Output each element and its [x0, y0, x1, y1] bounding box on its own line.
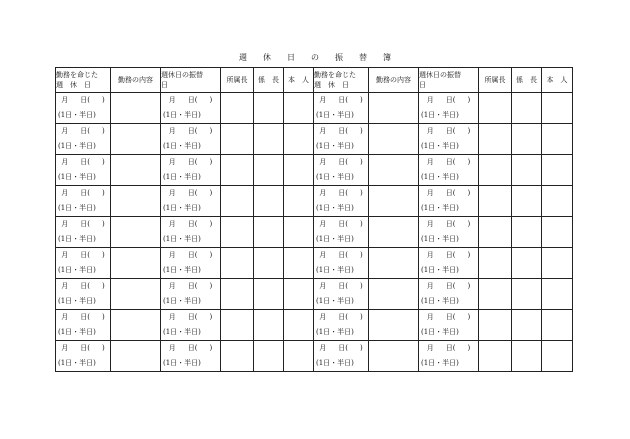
manager-seal-cell[interactable]: [479, 124, 512, 155]
self-seal-cell[interactable]: [284, 341, 314, 372]
date-cell[interactable]: [161, 217, 221, 248]
manager-seal-cell[interactable]: [479, 248, 512, 279]
header-transfer-date: [161, 68, 221, 93]
date-cell[interactable]: [314, 93, 369, 124]
header-order-date: [56, 68, 111, 93]
paren-close: ): [467, 189, 471, 197]
self-seal-cell[interactable]: [284, 124, 314, 155]
date-cell[interactable]: [56, 279, 111, 310]
day-label: 日(: [445, 220, 456, 228]
content-cell[interactable]: [369, 155, 419, 186]
month-label: 月: [168, 313, 176, 321]
header-text: 日: [419, 81, 426, 89]
header-manager: 所属長: [479, 68, 512, 93]
manager-seal-cell[interactable]: [221, 341, 254, 372]
manager-seal-cell[interactable]: [221, 186, 254, 217]
header-text: 週休日の振替: [419, 71, 461, 79]
period-label: (1日・半日): [58, 235, 96, 243]
manager-seal-cell[interactable]: [221, 217, 254, 248]
paren-close: ): [360, 313, 363, 321]
day-label: 日(: [187, 251, 198, 259]
manager-seal-cell[interactable]: [479, 310, 512, 341]
date-cell[interactable]: [419, 155, 479, 186]
manager-seal-cell[interactable]: [479, 217, 512, 248]
chief-seal-cell[interactable]: [512, 279, 542, 310]
day-label: 日(: [338, 220, 348, 228]
content-cell[interactable]: [369, 93, 419, 124]
date-cell[interactable]: [314, 310, 369, 341]
period-label: (1日・半日): [163, 204, 201, 212]
title-char: 振: [335, 53, 343, 62]
day-label: 日(: [80, 96, 90, 104]
day-label: 日(: [187, 127, 198, 135]
paren-close: ): [102, 96, 105, 104]
content-cell[interactable]: [369, 217, 419, 248]
chief-seal-cell[interactable]: [254, 217, 284, 248]
month-label: 月: [168, 127, 176, 135]
date-cell[interactable]: [419, 310, 479, 341]
date-cell[interactable]: [419, 279, 479, 310]
self-seal-cell[interactable]: [542, 186, 573, 217]
content-cell[interactable]: [111, 341, 161, 372]
self-seal-cell[interactable]: [542, 310, 573, 341]
date-cell[interactable]: [314, 186, 369, 217]
paren-close: ): [102, 251, 105, 259]
period-label: (1日・半日): [163, 173, 201, 181]
table-row: [56, 341, 573, 372]
date-cell[interactable]: [161, 248, 221, 279]
month-label: 月: [61, 313, 69, 321]
header-text: 週 休 日: [56, 81, 91, 89]
content-cell[interactable]: [111, 279, 161, 310]
table-row: [56, 310, 573, 341]
manager-seal-cell[interactable]: [221, 124, 254, 155]
paren-close: ): [360, 251, 363, 259]
content-cell[interactable]: [369, 310, 419, 341]
period-label: (1日・半日): [316, 142, 354, 150]
content-cell[interactable]: [369, 279, 419, 310]
chief-seal-cell[interactable]: [254, 341, 284, 372]
content-cell[interactable]: [369, 248, 419, 279]
period-label: (1日・半日): [316, 297, 354, 305]
period-label: (1日・半日): [58, 204, 96, 212]
paren-close: ): [467, 313, 471, 321]
date-cell[interactable]: [161, 279, 221, 310]
paren-close: ): [102, 282, 105, 290]
paren-close: ): [467, 158, 471, 166]
date-cell[interactable]: [56, 124, 111, 155]
period-label: (1日・半日): [421, 204, 459, 212]
date-cell[interactable]: [56, 248, 111, 279]
date-cell[interactable]: [314, 124, 369, 155]
header-row: [56, 68, 573, 93]
manager-seal-cell[interactable]: [221, 155, 254, 186]
day-label: 日(: [338, 344, 348, 352]
period-label: (1日・半日): [421, 235, 459, 243]
day-label: 日(: [80, 251, 90, 259]
date-cell[interactable]: [161, 310, 221, 341]
day-label: 日(: [445, 313, 456, 321]
month-label: 月: [426, 220, 434, 228]
table-row: [56, 93, 573, 124]
manager-seal-cell[interactable]: [479, 93, 512, 124]
period-label: (1日・半日): [58, 328, 96, 336]
paren-close: ): [360, 220, 363, 228]
period-label: (1日・半日): [163, 266, 201, 274]
content-cell[interactable]: [369, 341, 419, 372]
date-cell[interactable]: [419, 217, 479, 248]
period-label: (1日・半日): [421, 173, 459, 181]
chief-seal-cell[interactable]: [512, 310, 542, 341]
paren-close: ): [209, 127, 213, 135]
header-order-date: [314, 68, 369, 93]
paren-close: ): [209, 96, 213, 104]
self-seal-cell[interactable]: [542, 124, 573, 155]
period-label: (1日・半日): [421, 359, 459, 367]
day-label: 日(: [445, 282, 456, 290]
date-cell[interactable]: [314, 248, 369, 279]
day-label: 日(: [80, 127, 90, 135]
day-label: 日(: [187, 158, 198, 166]
day-label: 日(: [338, 127, 348, 135]
month-label: 月: [319, 220, 327, 228]
date-cell[interactable]: [314, 341, 369, 372]
date-cell[interactable]: [161, 155, 221, 186]
self-seal-cell[interactable]: [542, 279, 573, 310]
date-cell[interactable]: [314, 217, 369, 248]
chief-seal-cell[interactable]: [512, 124, 542, 155]
month-label: 月: [426, 251, 434, 259]
paren-close: ): [209, 251, 213, 259]
day-label: 日(: [338, 313, 348, 321]
header-text: 勤務を命じた: [56, 71, 98, 79]
header-content: 勤務の内容: [369, 68, 419, 93]
date-cell[interactable]: [419, 124, 479, 155]
chief-seal-cell[interactable]: [254, 155, 284, 186]
month-label: 月: [319, 251, 327, 259]
month-label: 月: [319, 313, 327, 321]
period-label: (1日・半日): [58, 111, 96, 119]
day-label: 日(: [80, 344, 90, 352]
manager-seal-cell[interactable]: [479, 155, 512, 186]
table-row: [56, 155, 573, 186]
day-label: 日(: [445, 344, 456, 352]
day-label: 日(: [445, 127, 456, 135]
month-label: 月: [426, 158, 434, 166]
day-label: 日(: [338, 96, 348, 104]
content-cell[interactable]: [369, 124, 419, 155]
month-label: 月: [426, 189, 434, 197]
paren-close: ): [467, 96, 471, 104]
month-label: 月: [168, 282, 176, 290]
chief-seal-cell[interactable]: [254, 310, 284, 341]
date-cell[interactable]: [56, 341, 111, 372]
self-seal-cell[interactable]: [542, 155, 573, 186]
day-label: 日(: [187, 96, 198, 104]
period-label: (1日・半日): [316, 359, 354, 367]
month-label: 月: [426, 282, 434, 290]
content-cell[interactable]: [111, 93, 161, 124]
date-cell[interactable]: [419, 186, 479, 217]
paren-close: ): [102, 313, 105, 321]
month-label: 月: [168, 158, 176, 166]
month-label: 月: [61, 220, 69, 228]
date-cell[interactable]: [56, 186, 111, 217]
chief-seal-cell[interactable]: [254, 93, 284, 124]
title-char: 週: [239, 53, 247, 62]
month-label: 月: [168, 220, 176, 228]
month-label: 月: [426, 127, 434, 135]
header-text: 勤務を命じた: [314, 71, 356, 79]
date-cell[interactable]: [56, 93, 111, 124]
paren-close: ): [360, 344, 363, 352]
day-label: 日(: [80, 158, 90, 166]
manager-seal-cell[interactable]: [479, 279, 512, 310]
paren-close: ): [102, 220, 105, 228]
title-char: 替: [359, 53, 367, 62]
chief-seal-cell[interactable]: [254, 186, 284, 217]
day-label: 日(: [445, 96, 456, 104]
day-label: 日(: [80, 189, 90, 197]
period-label: (1日・半日): [58, 173, 96, 181]
content-cell[interactable]: [111, 155, 161, 186]
manager-seal-cell[interactable]: [221, 93, 254, 124]
month-label: 月: [319, 127, 327, 135]
paren-close: ): [209, 189, 213, 197]
title-char: 日: [287, 53, 295, 62]
document-title: [0, 52, 630, 63]
date-cell[interactable]: [56, 155, 111, 186]
paren-close: ): [467, 127, 471, 135]
day-label: 日(: [445, 189, 456, 197]
date-cell[interactable]: [56, 217, 111, 248]
manager-seal-cell[interactable]: [221, 248, 254, 279]
month-label: 月: [319, 282, 327, 290]
content-cell[interactable]: [111, 217, 161, 248]
day-label: 日(: [187, 344, 198, 352]
month-label: 月: [61, 282, 69, 290]
month-label: 月: [61, 158, 69, 166]
month-label: 月: [168, 189, 176, 197]
chief-seal-cell[interactable]: [254, 248, 284, 279]
period-label: (1日・半日): [163, 235, 201, 243]
day-label: 日(: [445, 251, 456, 259]
manager-seal-cell[interactable]: [221, 310, 254, 341]
paren-close: ): [360, 96, 363, 104]
period-label: (1日・半日): [316, 235, 354, 243]
period-label: (1日・半日): [421, 266, 459, 274]
period-label: (1日・半日): [316, 111, 354, 119]
header-text: 週 休 日: [314, 81, 349, 89]
day-label: 日(: [338, 189, 348, 197]
month-label: 月: [61, 189, 69, 197]
header-transfer-date: [419, 68, 479, 93]
header-text: 日: [161, 81, 168, 89]
day-label: 日(: [445, 158, 456, 166]
period-label: (1日・半日): [421, 142, 459, 150]
content-cell[interactable]: [111, 124, 161, 155]
manager-seal-cell[interactable]: [221, 279, 254, 310]
paren-close: ): [360, 158, 363, 166]
day-label: 日(: [338, 158, 348, 166]
period-label: (1日・半日): [316, 266, 354, 274]
day-label: 日(: [80, 220, 90, 228]
ledger-body: [56, 93, 573, 372]
month-label: 月: [61, 344, 69, 352]
title-char: の: [311, 53, 319, 62]
month-label: 月: [168, 96, 176, 104]
header-chief: 係 長: [254, 68, 284, 93]
header-text: 週休日の振替: [161, 71, 203, 79]
period-label: (1日・半日): [421, 328, 459, 336]
day-label: 日(: [187, 313, 198, 321]
self-seal-cell[interactable]: [542, 93, 573, 124]
paren-close: ): [360, 282, 363, 290]
month-label: 月: [319, 158, 327, 166]
month-label: 月: [61, 251, 69, 259]
period-label: (1日・半日): [163, 328, 201, 336]
self-seal-cell[interactable]: [542, 217, 573, 248]
day-label: 日(: [338, 282, 348, 290]
self-seal-cell[interactable]: [284, 310, 314, 341]
header-content: 勤務の内容: [111, 68, 161, 93]
month-label: 月: [168, 344, 176, 352]
month-label: 月: [168, 251, 176, 259]
period-label: (1日・半日): [316, 328, 354, 336]
table-row: [56, 124, 573, 155]
period-label: (1日・半日): [421, 111, 459, 119]
chief-seal-cell[interactable]: [512, 93, 542, 124]
date-cell[interactable]: [419, 341, 479, 372]
self-seal-cell[interactable]: [284, 93, 314, 124]
manager-seal-cell[interactable]: [479, 341, 512, 372]
date-cell[interactable]: [161, 93, 221, 124]
day-label: 日(: [338, 251, 348, 259]
date-cell[interactable]: [161, 341, 221, 372]
content-cell[interactable]: [111, 248, 161, 279]
header-self: 本 人: [542, 68, 573, 93]
transfer-ledger-table: [55, 67, 573, 372]
self-seal-cell[interactable]: [284, 279, 314, 310]
date-cell[interactable]: [161, 186, 221, 217]
day-label: 日(: [187, 282, 198, 290]
date-cell[interactable]: [161, 124, 221, 155]
date-cell[interactable]: [314, 155, 369, 186]
title-char: 休: [263, 53, 271, 62]
paren-close: ): [209, 282, 213, 290]
paren-close: ): [102, 344, 105, 352]
chief-seal-cell[interactable]: [254, 124, 284, 155]
period-label: (1日・半日): [421, 297, 459, 305]
self-seal-cell[interactable]: [284, 248, 314, 279]
self-seal-cell[interactable]: [284, 186, 314, 217]
month-label: 月: [426, 313, 434, 321]
chief-seal-cell[interactable]: [512, 248, 542, 279]
month-label: 月: [61, 96, 69, 104]
month-label: 月: [319, 344, 327, 352]
paren-close: ): [467, 251, 471, 259]
paren-close: ): [102, 158, 105, 166]
title-char: 簿: [383, 53, 391, 62]
month-label: 月: [61, 127, 69, 135]
period-label: (1日・半日): [58, 297, 96, 305]
table-row: [56, 217, 573, 248]
paren-close: ): [209, 220, 213, 228]
day-label: 日(: [80, 282, 90, 290]
table-row: [56, 186, 573, 217]
month-label: 月: [426, 344, 434, 352]
period-label: (1日・半日): [163, 297, 201, 305]
period-label: (1日・半日): [163, 359, 201, 367]
date-cell[interactable]: [419, 248, 479, 279]
header-manager: 所属長: [221, 68, 254, 93]
period-label: (1日・半日): [163, 142, 201, 150]
chief-seal-cell[interactable]: [512, 186, 542, 217]
content-cell[interactable]: [369, 186, 419, 217]
paren-close: ): [209, 158, 213, 166]
content-cell[interactable]: [111, 186, 161, 217]
manager-seal-cell[interactable]: [479, 186, 512, 217]
self-seal-cell[interactable]: [284, 217, 314, 248]
period-label: (1日・半日): [316, 173, 354, 181]
paren-close: ): [209, 313, 213, 321]
header-chief: 係 長: [512, 68, 542, 93]
paren-close: ): [467, 344, 471, 352]
self-seal-cell[interactable]: [542, 341, 573, 372]
period-label: (1日・半日): [58, 359, 96, 367]
month-label: 月: [426, 96, 434, 104]
period-label: (1日・半日): [316, 204, 354, 212]
date-cell[interactable]: [56, 310, 111, 341]
paren-close: ): [467, 282, 471, 290]
header-self: 本 人: [284, 68, 314, 93]
month-label: 月: [319, 96, 327, 104]
chief-seal-cell[interactable]: [254, 279, 284, 310]
paren-close: ): [360, 189, 363, 197]
date-cell[interactable]: [314, 279, 369, 310]
day-label: 日(: [80, 313, 90, 321]
self-seal-cell[interactable]: [284, 155, 314, 186]
chief-seal-cell[interactable]: [512, 155, 542, 186]
content-cell[interactable]: [111, 310, 161, 341]
paren-close: ): [360, 127, 363, 135]
table-row: [56, 279, 573, 310]
day-label: 日(: [187, 189, 198, 197]
paren-close: ): [209, 344, 213, 352]
paren-close: ): [102, 127, 105, 135]
period-label: (1日・半日): [58, 142, 96, 150]
period-label: (1日・半日): [58, 266, 96, 274]
period-label: (1日・半日): [163, 111, 201, 119]
chief-seal-cell[interactable]: [512, 217, 542, 248]
paren-close: ): [467, 220, 471, 228]
table-row: [56, 248, 573, 279]
date-cell[interactable]: [419, 93, 479, 124]
paren-close: ): [102, 189, 105, 197]
day-label: 日(: [187, 220, 198, 228]
self-seal-cell[interactable]: [542, 248, 573, 279]
chief-seal-cell[interactable]: [512, 341, 542, 372]
month-label: 月: [319, 189, 327, 197]
